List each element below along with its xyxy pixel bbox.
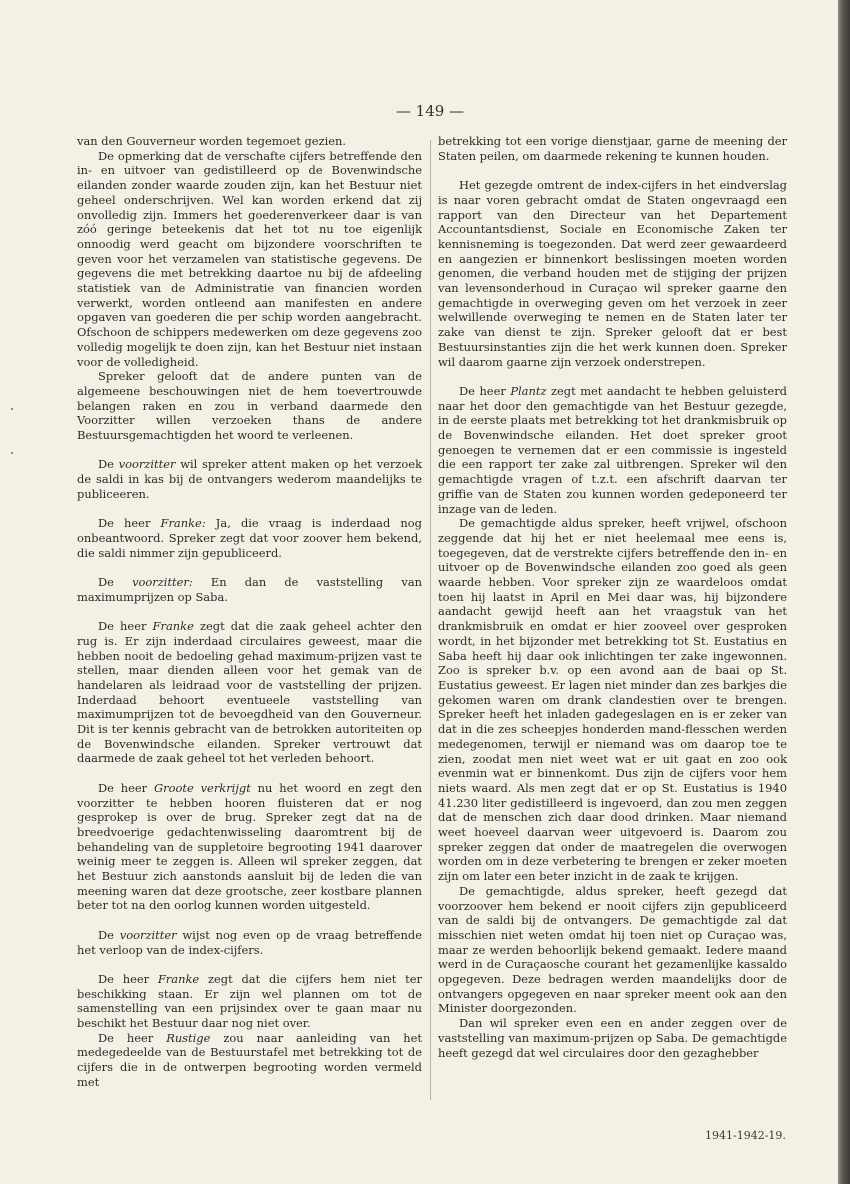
speaker-intro: De heer bbox=[98, 780, 154, 795]
speaker-name: voorzitter bbox=[119, 927, 177, 942]
paragraph bbox=[77, 457, 422, 501]
paragraph bbox=[77, 1031, 422, 1090]
paragraph: betrekking tot een vorige dienstjaar, garne de meening der Staten peilen, om daarmede rekening te kunnen houden. bbox=[438, 134, 787, 163]
speaker-name: voorzitter: bbox=[132, 575, 193, 590]
paragraph-text: zegt dat die zaak geheel achter den rug is. Er zijn inderdaad circulaires geweest, maar die hebben nooit de bedoeling gehad maximum-prijzen vast te stellen, maar dienden alleen voor het gemak van de handelaren als leidraad voor de vaststelling der prijzen. Inderdaad behoort eventueele vaststelling van maximumprijzen tot de bevoegdheid van den Gouverneur. Dit is ter kennis gebracht van de betrokken autoriteiten op de Bovenwindsche eilanden. Spreker vertrouwt dat daarmede de zaak geheel tot het verleden behoort. bbox=[77, 619, 422, 766]
margin-speck bbox=[11, 408, 13, 410]
paragraph-text: wil spreker attent maken op het verzoek de saldi in kas bij de ontvangers wederom maandelijks te publiceeren. bbox=[77, 457, 422, 501]
paragraph: van den Gouverneur worden tegemoet gezien. bbox=[77, 134, 347, 148]
speaker-name: Franke bbox=[157, 971, 200, 986]
speaker-intro: De heer bbox=[98, 516, 161, 531]
paragraph bbox=[438, 384, 787, 516]
paragraph-text: wijst nog even op de vraag betreffende het verloop van de index-cijfers. bbox=[77, 927, 423, 957]
speaker-intro: De heer bbox=[459, 383, 511, 398]
speaker-name: Franke bbox=[152, 619, 194, 634]
speaker-intro: De bbox=[98, 457, 119, 472]
page-number: — 149 — bbox=[395, 102, 465, 120]
column-divider bbox=[430, 140, 431, 1100]
speaker-name: Groote verkrijgt bbox=[154, 780, 251, 795]
speaker-intro: De bbox=[98, 927, 120, 942]
left-text-column bbox=[77, 134, 422, 1090]
paragraph-text: zou naar aanleiding van het medegedeelde van de Bestuurstafel met betrekking tot de cijfers die in de ontwerpen begrooting worden vermeld met bbox=[77, 1030, 422, 1089]
paragraph-text: nu het woord en zegt den voorzitter te hebben hooren fluisteren dat er nog gesprokep is over de brug. Spreker zegt dat na de breedvoerige gedachtenwisseling daaromtrent bij de behandeling van de suppletoire begrooting 1941 daarover weinig meer te zeggen is. Alleen wil spreker zeggen, dat het Bestuur zich aanstonds aansluit bij de leden die van meening waren dat deze grootsche, zeer kostbare plannen beter tot na den oorlog kunnen worden uitgesteld. bbox=[77, 780, 422, 913]
speaker-intro: De heer bbox=[98, 1030, 167, 1045]
speaker-intro: De heer bbox=[98, 971, 158, 986]
paragraph-text: Ja, die vraag is inderdaad nog onbeantwoord. Spreker zegt dat voor zoover hem bekend, die saldi nimmer zijn gepubliceerd. bbox=[77, 516, 422, 560]
paragraph bbox=[77, 619, 422, 766]
paragraph: De gemachtigde, aldus spreker, heeft gezegd dat voorzoover hem bekend er nooit cijfers zijn gepubliceerd van de saldi bij de ontvangers. De gemachtigde zal dat misschien niet weten omdat hij toen niet op Curaçao was, maar ze werden behoorlijk bekend gemaakt. Iedere maand werd in de Curaçaosche courant het gezamenlijke kassaldo opgegeven. Deze bedragen werden maandelijks door de ontvangers opgegeven en naar spreker meent ook aan den Minister doorgezonden. bbox=[438, 883, 787, 1016]
right-text-column bbox=[438, 134, 787, 1060]
paragraph-text: zegt dat die cijfers hem niet ter beschikking staan. Er zijn wel plannen om tot de samenstelling van een prijsindex over te gaan maar nu beschikt het Bestuur daar nog niet over. bbox=[77, 971, 422, 1031]
footer-code: 1941-1942-19. bbox=[705, 1129, 786, 1142]
paragraph: Dan wil spreker even een en ander zeggen over de vaststelling van maximum-prijzen op Saba. De gemachtigde heeft gezegd dat wel circulaires door den gezaghebber bbox=[438, 1016, 787, 1060]
paragraph bbox=[77, 781, 422, 913]
speaker-name: Rustige bbox=[166, 1030, 211, 1045]
paragraph bbox=[77, 972, 422, 1031]
speaker-name: voorzitter bbox=[118, 457, 176, 472]
paragraph bbox=[77, 575, 422, 604]
paragraph bbox=[77, 516, 422, 560]
paragraph-text: En dan de vaststelling van maximumprijzen op Saba. bbox=[77, 575, 423, 604]
paragraph: De gemachtigde aldus spreker, heeft vrijwel, ofschoon zeggende dat hij het er niet heelemaal mee eens is, toegegeven, dat de verstrekte cijfers betreffende den in- en uitvoer op de Bovenwindsche eilanden zoo goed als geen waarde hebben. Voor spreker zijn ze waardeloos omdat toen hij laatst in April en Mei daar was, hij bijzondere aandacht gewijd heeft aan het vraagstuk van het drankmisbruik en omdat er hier zooveel over gesproken wordt, in het bijzonder met betrekking tot St. Eustatius en Saba heeft hij daar ook inlichtingen ter zake ingewonnen. Zoo is spreker b.v. op een avond aan de baai op St. Eustatius geweest. Er lagen niet minder dan zes barkjes die gekomen waren om drank clandestien over te brengen. Spreker heeft het inladen gadegeslagen en is er zeker van dat in die zes scheepjes honderden mand-flesschen werden medegenomen, terwijl er niemand was om daarop toe te zien, zoodat men niet weet wat er uit gaat en zoo ook evenmin wat er binnenkomt. Dus zijn de cijfers voor hem niets waard. Als men zegt dat er op St. Eustatius is 1940 41.230 liter gedistilleerd is ingevoerd, dan zou men zeggen dat de menschen zich daar dood drinken. Maar niemand weet hoeveel daarvan weer uitgevoerd is. Daarom zou spreker zeggen dat onder de maatregelen die overwogen worden om in deze verbetering te brengen er zeker moeten zijn om later een beter inzicht in de zaak te krijgen. bbox=[438, 516, 787, 884]
speaker-name: Franke: bbox=[160, 516, 206, 531]
speaker-intro: De heer bbox=[98, 619, 153, 634]
speaker-name: Plantz bbox=[510, 383, 547, 398]
paragraph: Spreker gelooft dat de andere punten van de algemeene beschouwingen niet de hem toevertrouwde belangen raken en zou in verband daarmede den Voorzitter willen verzoeken thans de andere Bestuursgemachtigden het woord te verleenen. bbox=[77, 369, 422, 443]
paragraph bbox=[77, 928, 422, 957]
paragraph: De opmerking dat de verschafte cijfers betreffende den in- en uitvoer van gedistilleerd op de Bovenwindsche eilanden zonder waarde zouden zijn, kan het Bestuur niet geheel onderschrijven. Wel kan worden erkend dat zij onvolledig zijn. Immers het goederenverkeer daar is van zóó geringe beteekenis dat het tot nu toe eigenlijk onnoodig werd geacht om bijzondere voorschriften te geven voor het verzamelen van statistische gegevens. De gegevens die met betrekking daartoe nu bij de afdeeling statistiek van de Administratie van financien worden verwerkt, worden ontleend aan manifesten en andere opgaven van goederen die per schip worden aangebracht. Ofschoon de schippers medewerken om deze gegevens zoo volledig mogelijk te doen zijn, kan het Bestuur niet instaan voor de volledigheid. bbox=[77, 148, 422, 369]
paragraph: Het gezegde omtrent de index-cijfers in het eindverslag is naar voren gebracht omdat de Staten ongevraagd een rapport van den Directeur van het Departement Accountantsdienst, Sociale en Economische Zaken ter kennisneming is toegezonden. Dat werd zeer gewaardeerd en aangezien er binnenkort beslissingen moeten worden genomen, die verband houden met de stijging der prijzen van levensonderhoud in Curaçao wil spreker gaarne den gemachtigde in overweging geven om het verzoek in zeer welwillende overweging te nemen en de Staten later ter zake van dienst te zijn. Spreker gelooft dat er best Bestuursinstanties zijn die het werk kunnen doen. Spreker wil daarom gaarne zijn verzoek onderstrepen. bbox=[438, 178, 787, 369]
scan-edge bbox=[838, 0, 850, 1184]
speaker-intro: De bbox=[98, 575, 133, 590]
margin-speck bbox=[11, 452, 13, 454]
paragraph-text: zegt met aandacht te hebben geluisterd naar het door den gemachtigde van het Bestuur gezegde, in de eerste plaats met betrekking tot het drankmisbruik op de Bovenwindsche eilanden. Het doet spreker groot genoegen te vernemen dat er een commissie is ingesteld die een rapport ter zake zal uitbrengen. Spreker wil den gemachtigde vragen of t.z.t. een afschrift daarvan ter griffie van de Staten zou kunnen worden gedeponeerd ter inzage van de leden. bbox=[438, 383, 787, 516]
